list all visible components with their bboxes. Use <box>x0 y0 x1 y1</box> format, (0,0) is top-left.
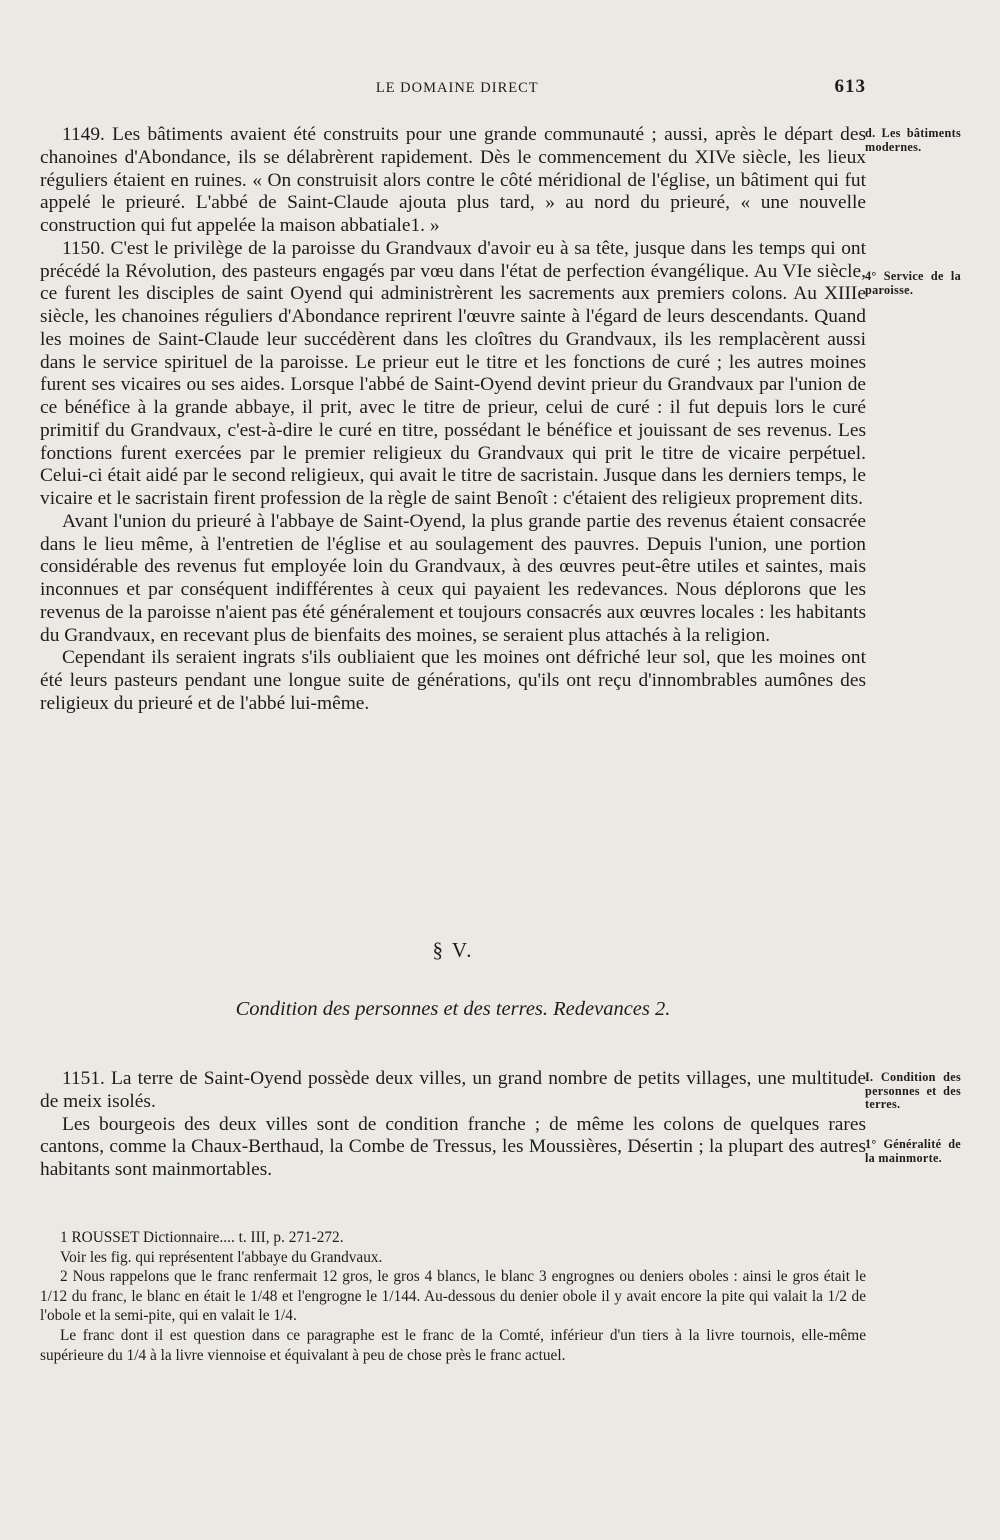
page-number: 613 <box>834 76 866 97</box>
footnote-1-cont: Voir les fig. qui représentent l'abbaye du Grandvaux. <box>60 1248 383 1266</box>
section-title: Condition des personnes et des terres. Redevances 2. <box>235 998 671 1020</box>
paragraph-1150: 1150. C'est le privilège de la paroisse du Grandvaux d'avoir eu à sa tête, jusque dans les temps qui ont précédé la Révolution, des pasteurs engagés par vœu dans l'état de perfection évangélique. Au VIe siècle, ce furent les disciples de saint Oyend qui administrèrent les sacrements aux premiers colons. Au XIIIe siècle, les chanoines réguliers d'Abondance reprirent l'œuvre sainte à l'égard de leurs descendants. Quand les moines de Saint-Claude leur succédèrent dans les cloîtres du Grandvaux, ils les remplacèrent aussi dans le service spirituel de la paroisse. Le prieur eut le titre et les fonctions de curé ; les autres moines furent ses vicaires ou ses aides. Lorsque l'abbé de Saint-Oyend devint prieur du Grandvaux par l'union de ce bénéfice à la grande abbaye, il prit, avec le titre de prieur, celui de curé : il fut depuis lors le curé primitif du Grandvaux, c'est-à-dire le curé en titre, possédant le bénéfice et jouissant de ses revenus. Les fonctions furent exercées par le premier religieux du Grandvaux qui prit le titre de vicaire perpétuel. Celui-ci était aidé par le second religieux, qui avait le titre de sacristain. Jusque dans les derniers temps, le vicaire et le sacristain firent profession de la règle de saint Benoît : c'étaient des religieux proprement dits. <box>40 237 866 509</box>
running-title: LE DOMAINE DIRECT <box>375 80 539 96</box>
paragraph-bourgeois: Les bourgeois des deux villes sont de condition franche ; de même les colons de quelques rares cantons, comme la Chaux-Berthaud, la Combe de Tressus, les Moussières, Désertin ; la plupart des autres habitants sont mainmortables. <box>40 1113 866 1180</box>
section-mark: § V. <box>432 938 474 962</box>
paragraph-1151: 1151. La terre de Saint-Oyend possède deux villes, un grand nombre de petits villages, une multitude de meix isolés. <box>40 1068 866 1112</box>
margin-note-condition: I. Condition des personnes et des terres. <box>865 1070 961 1111</box>
footnotes <box>40 1228 866 1365</box>
paragraph-avant: Avant l'union du prieuré à l'abbaye de Saint-Oyend, la plus grande partie des revenus étaient consacrée dans le lieu même, à l'entretien de l'église et au soulagement des pauvres. Depuis l'union, une portion considérable des revenus fut employée loin du Grandvaux, à des œuvres peut-être utiles et saintes, mais inconnues et par conséquent indifférentes à ceux qui payaient les redevances. Nous déplorons que les revenus de la paroisse n'aient pas été généralement et toujours consacrés aux œuvres locales : les habitants du Grandvaux, en recevant plus de bienfaits des moines, se seraient plus attachés à la religion. <box>40 510 866 646</box>
paragraph-1149: 1149. Les bâtiments avaient été construits pour une grande communauté ; aussi, après le départ des chanoines d'Abondance, ils se délabrèrent rapidement. Dès le commencement du XIVe siècle, les lieux réguliers étaient en ruines. « On construisit alors contre le côté méridional de l'église, un bâtiment qui fut appelé le prieuré. L'abbé de Saint-Claude ajouta plus tard, » au nord du prieuré, « une nouvelle construction qui fut appelée la maison abbatiale1. » <box>40 124 866 236</box>
margin-note-mainmorte: 1° Généralité de la mainmorte. <box>865 1137 961 1165</box>
section-text <box>40 1068 866 1182</box>
main-text <box>40 124 866 716</box>
paragraph-cependant: Cependant ils seraient ingrats s'ils oubliaient que les moines ont défriché leur sol, que les moines ont été leurs pasteurs pendant une longue suite de générations, qu'ils ont reçu d'innombrables aumônes des religieux du prieuré et de l'abbé lui-même. <box>40 647 866 714</box>
footnote-1: 1 ROUSSET Dictionnaire.... t. III, p. 271-272. <box>60 1229 344 1246</box>
running-header <box>40 76 866 98</box>
footnote-2: 2 Nous rappelons que le franc renfermait 12 gros, le gros 4 blancs, le blanc 3 engrognes ou deniers oboles : ainsi le gros était le 1/12 du franc, le blanc en était le 1/48 et l'engrogne le 1/144. Au-dessous du denier obole il y avait encore la pite qui valait la 1/2 de l'obole et la semi-pite, qui en valait le 1/4. <box>40 1268 866 1325</box>
margin-note-batiments: d. Les bâtiments modernes. <box>865 126 961 154</box>
margin-note-service: 4° Service de la paroisse. <box>865 269 961 297</box>
footnote-2-cont: Le franc dont il est question dans ce paragraphe est le franc de la Comté, inférieur d'un tiers à la livre tournois, elle-même supérieure du 1/4 à la livre viennoise et équivalant à peu de chose près le franc actuel. <box>40 1326 866 1364</box>
